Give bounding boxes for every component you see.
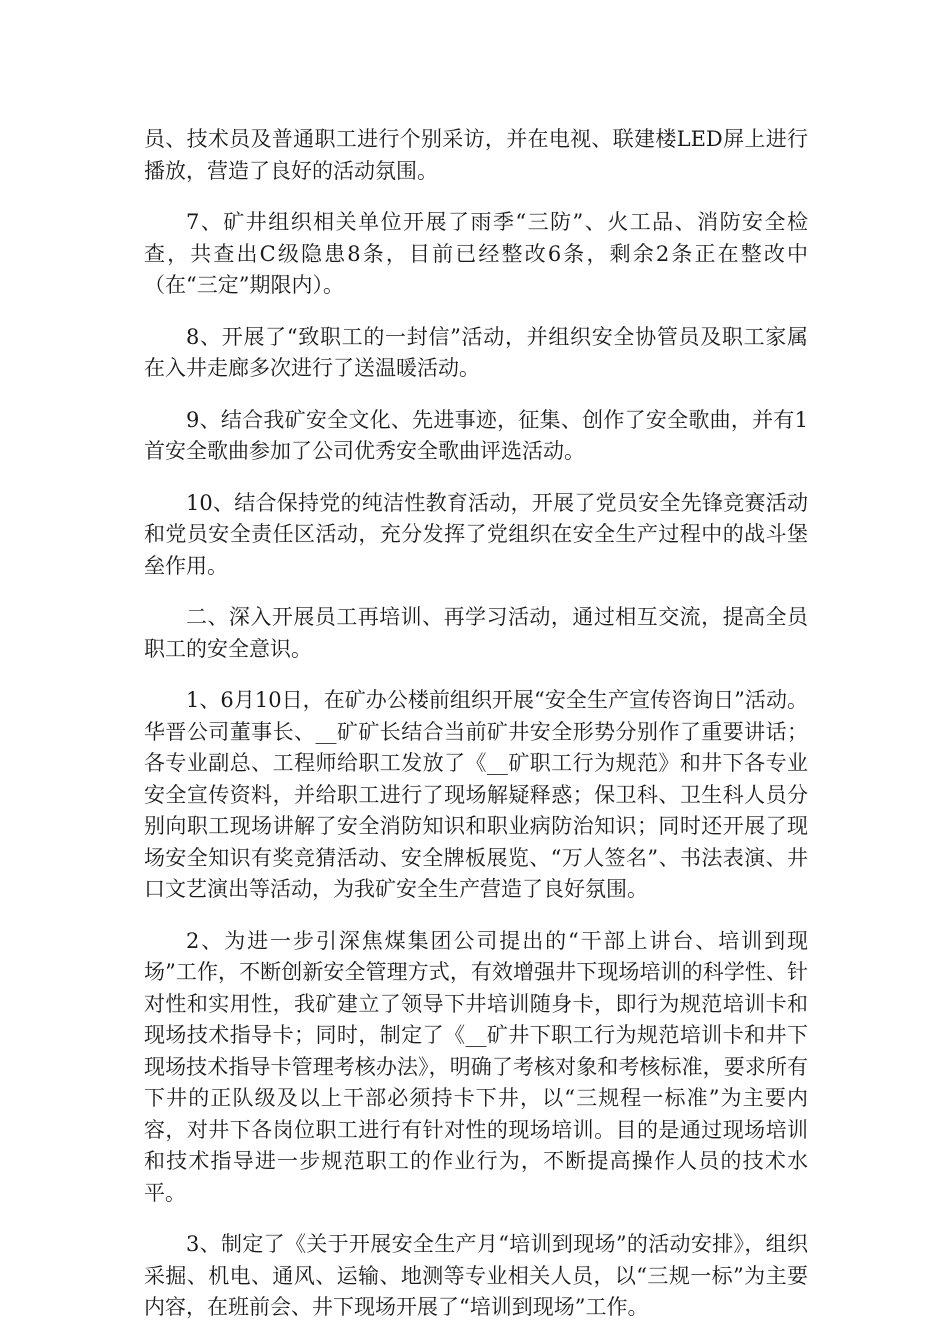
section-heading-2: 二、深入开展员工再培训、再学习活动，通过相互交流，提高全员职工的安全意识。	[144, 605, 808, 661]
paragraph-item-8: 8、开展了“致职工的一封信”活动，并组织安全协管员及职工家属在入井走廊多次进行了送温暖活动。	[144, 324, 808, 380]
document-body	[144, 124, 808, 1344]
paragraph-section2-item-2: 2、为进一步引深焦煤集团公司提出的“干部上讲台、培训到现场”工作，不断创新安全管理方式，有效增强井下现场培训的科学性、针对性和实用性，我矿建立了领导下井培训随身卡，即行为规范培训卡和现场技术指导卡；同时，制定了《__矿井下职工行为规范培训卡和井下现场技术指导卡管理考核办法》，明确了考核对象和考核标准，要求所有下井的正队级及以上干部必须持卡下井，以“三规程一标准”为主要内容，对井下各岗位职工进行有针对性的现场培训。目的是通过现场培训和技术指导进一步规范职工的作业行为，不断提高操作人员的技术水平。	[144, 928, 808, 1205]
paragraph-item-10: 10、结合保持党的纯洁性教育活动，开展了党员安全先锋竞赛活动和党员安全责任区活动，充分发挥了党组织在安全生产过程中的战斗堡垒作用。	[144, 490, 808, 578]
paragraph-item-9: 9、结合我矿安全文化、先进事迹，征集、创作了安全歌曲，并有1首安全歌曲参加了公司优秀安全歌曲评选活动。	[144, 407, 808, 463]
paragraph-section2-item-3: 3、制定了《关于开展安全生产月“培训到现场”的活动安排》，组织采掘、机电、通风、运输、地测等专业相关人员，以“三规一标”为主要内容，在班前会、井下现场开展了“培训到现场”工作。	[144, 1232, 808, 1319]
paragraph-item-7: 7、矿井组织相关单位开展了雨季“三防”、火工品、消防安全检查，共查出C级隐患8条，目前已经整改6条，剩余2条正在整改中（在“三定”期限内）。	[144, 210, 808, 297]
paragraph-continued: 员、技术员及普通职工进行个别采访，并在电视、联建楼LED屏上进行播放，营造了良好的活动氛围。	[144, 127, 808, 183]
paragraph-section2-item-1: 1、6月10日，在矿办公楼前组织开展“安全生产宣传咨询日”活动。华晋公司董事长、__矿矿长结合当前矿井安全形势分别作了重要讲话；各专业副总、工程师给职工发放了《__矿职工行为规范》和井下各专业安全宣传资料，并给职工进行了现场解疑释惑；保卫科、卫生科人员分别向职工现场讲解了安全消防知识和职业病防治知识；同时还开展了现场安全知识有奖竞猜活动、安全牌板展览、“万人签名”、书法表演、井口文艺演出等活动，为我矿安全生产营造了良好氛围。	[144, 688, 808, 901]
